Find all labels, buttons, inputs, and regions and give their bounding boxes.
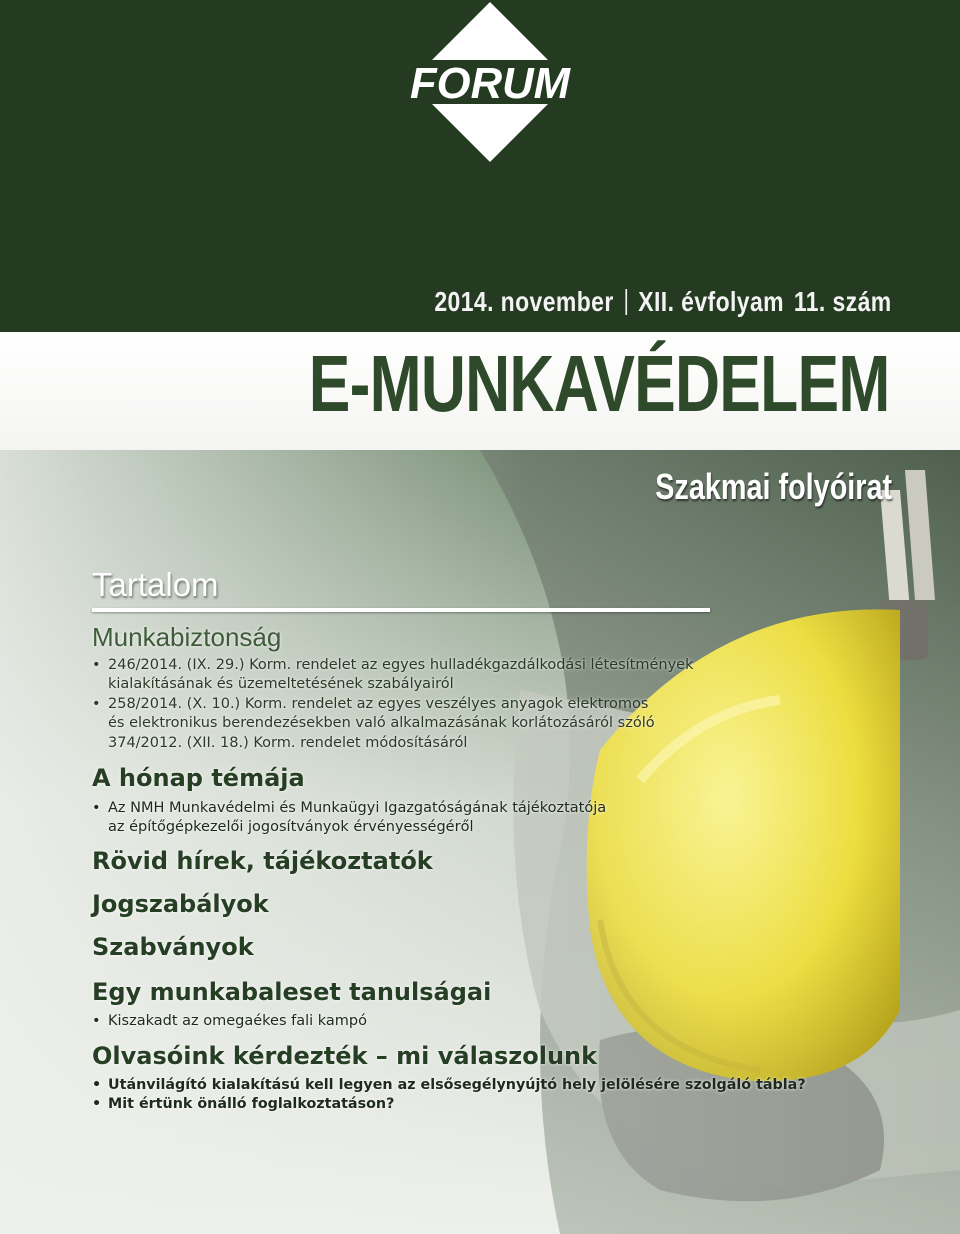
subtitle: Szakmai folyóirat bbox=[655, 466, 892, 507]
forum-logo bbox=[400, 0, 580, 162]
list-item: • 246/2014. (IX. 29.) Korm. rendelet az egyes hulladékgazdálkodási létesítmények kialakításának és üzemeltetésének szabályairól bbox=[92, 656, 693, 695]
section-title: Egy munkabaleset tanulságai bbox=[92, 978, 492, 1006]
list-item: • Mit értünk önálló foglalkoztatáson? bbox=[92, 1095, 806, 1114]
toc-heading: Tartalom bbox=[92, 566, 219, 603]
section-items bbox=[92, 656, 693, 753]
section-title: Olvasóink kérdezték – mi válaszolunk bbox=[92, 1042, 598, 1070]
logo-text: FORUM bbox=[410, 59, 572, 108]
section-items bbox=[92, 1076, 806, 1115]
list-item: • Kiszakadt az omegaékes fali kampó bbox=[92, 1012, 367, 1031]
section-items bbox=[92, 1012, 367, 1031]
issue-number-word: szám bbox=[832, 286, 892, 317]
section-title: A hónap témája bbox=[92, 764, 305, 792]
section-title: Jogszabályok bbox=[92, 890, 269, 918]
section-items bbox=[92, 799, 606, 838]
issue-line bbox=[435, 286, 892, 318]
list-item: • Utánvilágító kialakítású kell legyen az elsősegélynyújtó hely jelölésére szolgáló tábla? bbox=[92, 1076, 806, 1095]
issue-volume: XII. évfolyam bbox=[638, 286, 785, 317]
separator bbox=[626, 289, 628, 315]
list-item: • 258/2014. (X. 10.) Korm. rendelet az egyes veszélyes anyagok elektromos és elektronikus berendezésekben való alkalmazásának korlátozásáról szóló 374/2012. (XII. 18.) Korm. rendelet módosításáról bbox=[92, 695, 693, 753]
magazine-title: E-MUNKAVÉDELEM bbox=[309, 339, 890, 428]
issue-date: 2014. november bbox=[434, 286, 615, 317]
section-title: Munkabiztonság bbox=[92, 622, 282, 652]
section-title: Rövid hírek, tájékoztatók bbox=[92, 847, 433, 875]
list-item: • Az NMH Munkavédelmi és Munkaügyi Igazgatóságának tájékoztatója az építőgépkezelői jogosítványok érvényességéről bbox=[92, 799, 606, 838]
toc-divider bbox=[92, 608, 710, 612]
header-band bbox=[0, 0, 960, 332]
issue-number: 11. bbox=[794, 286, 827, 317]
section-title: Szabványok bbox=[92, 933, 254, 961]
